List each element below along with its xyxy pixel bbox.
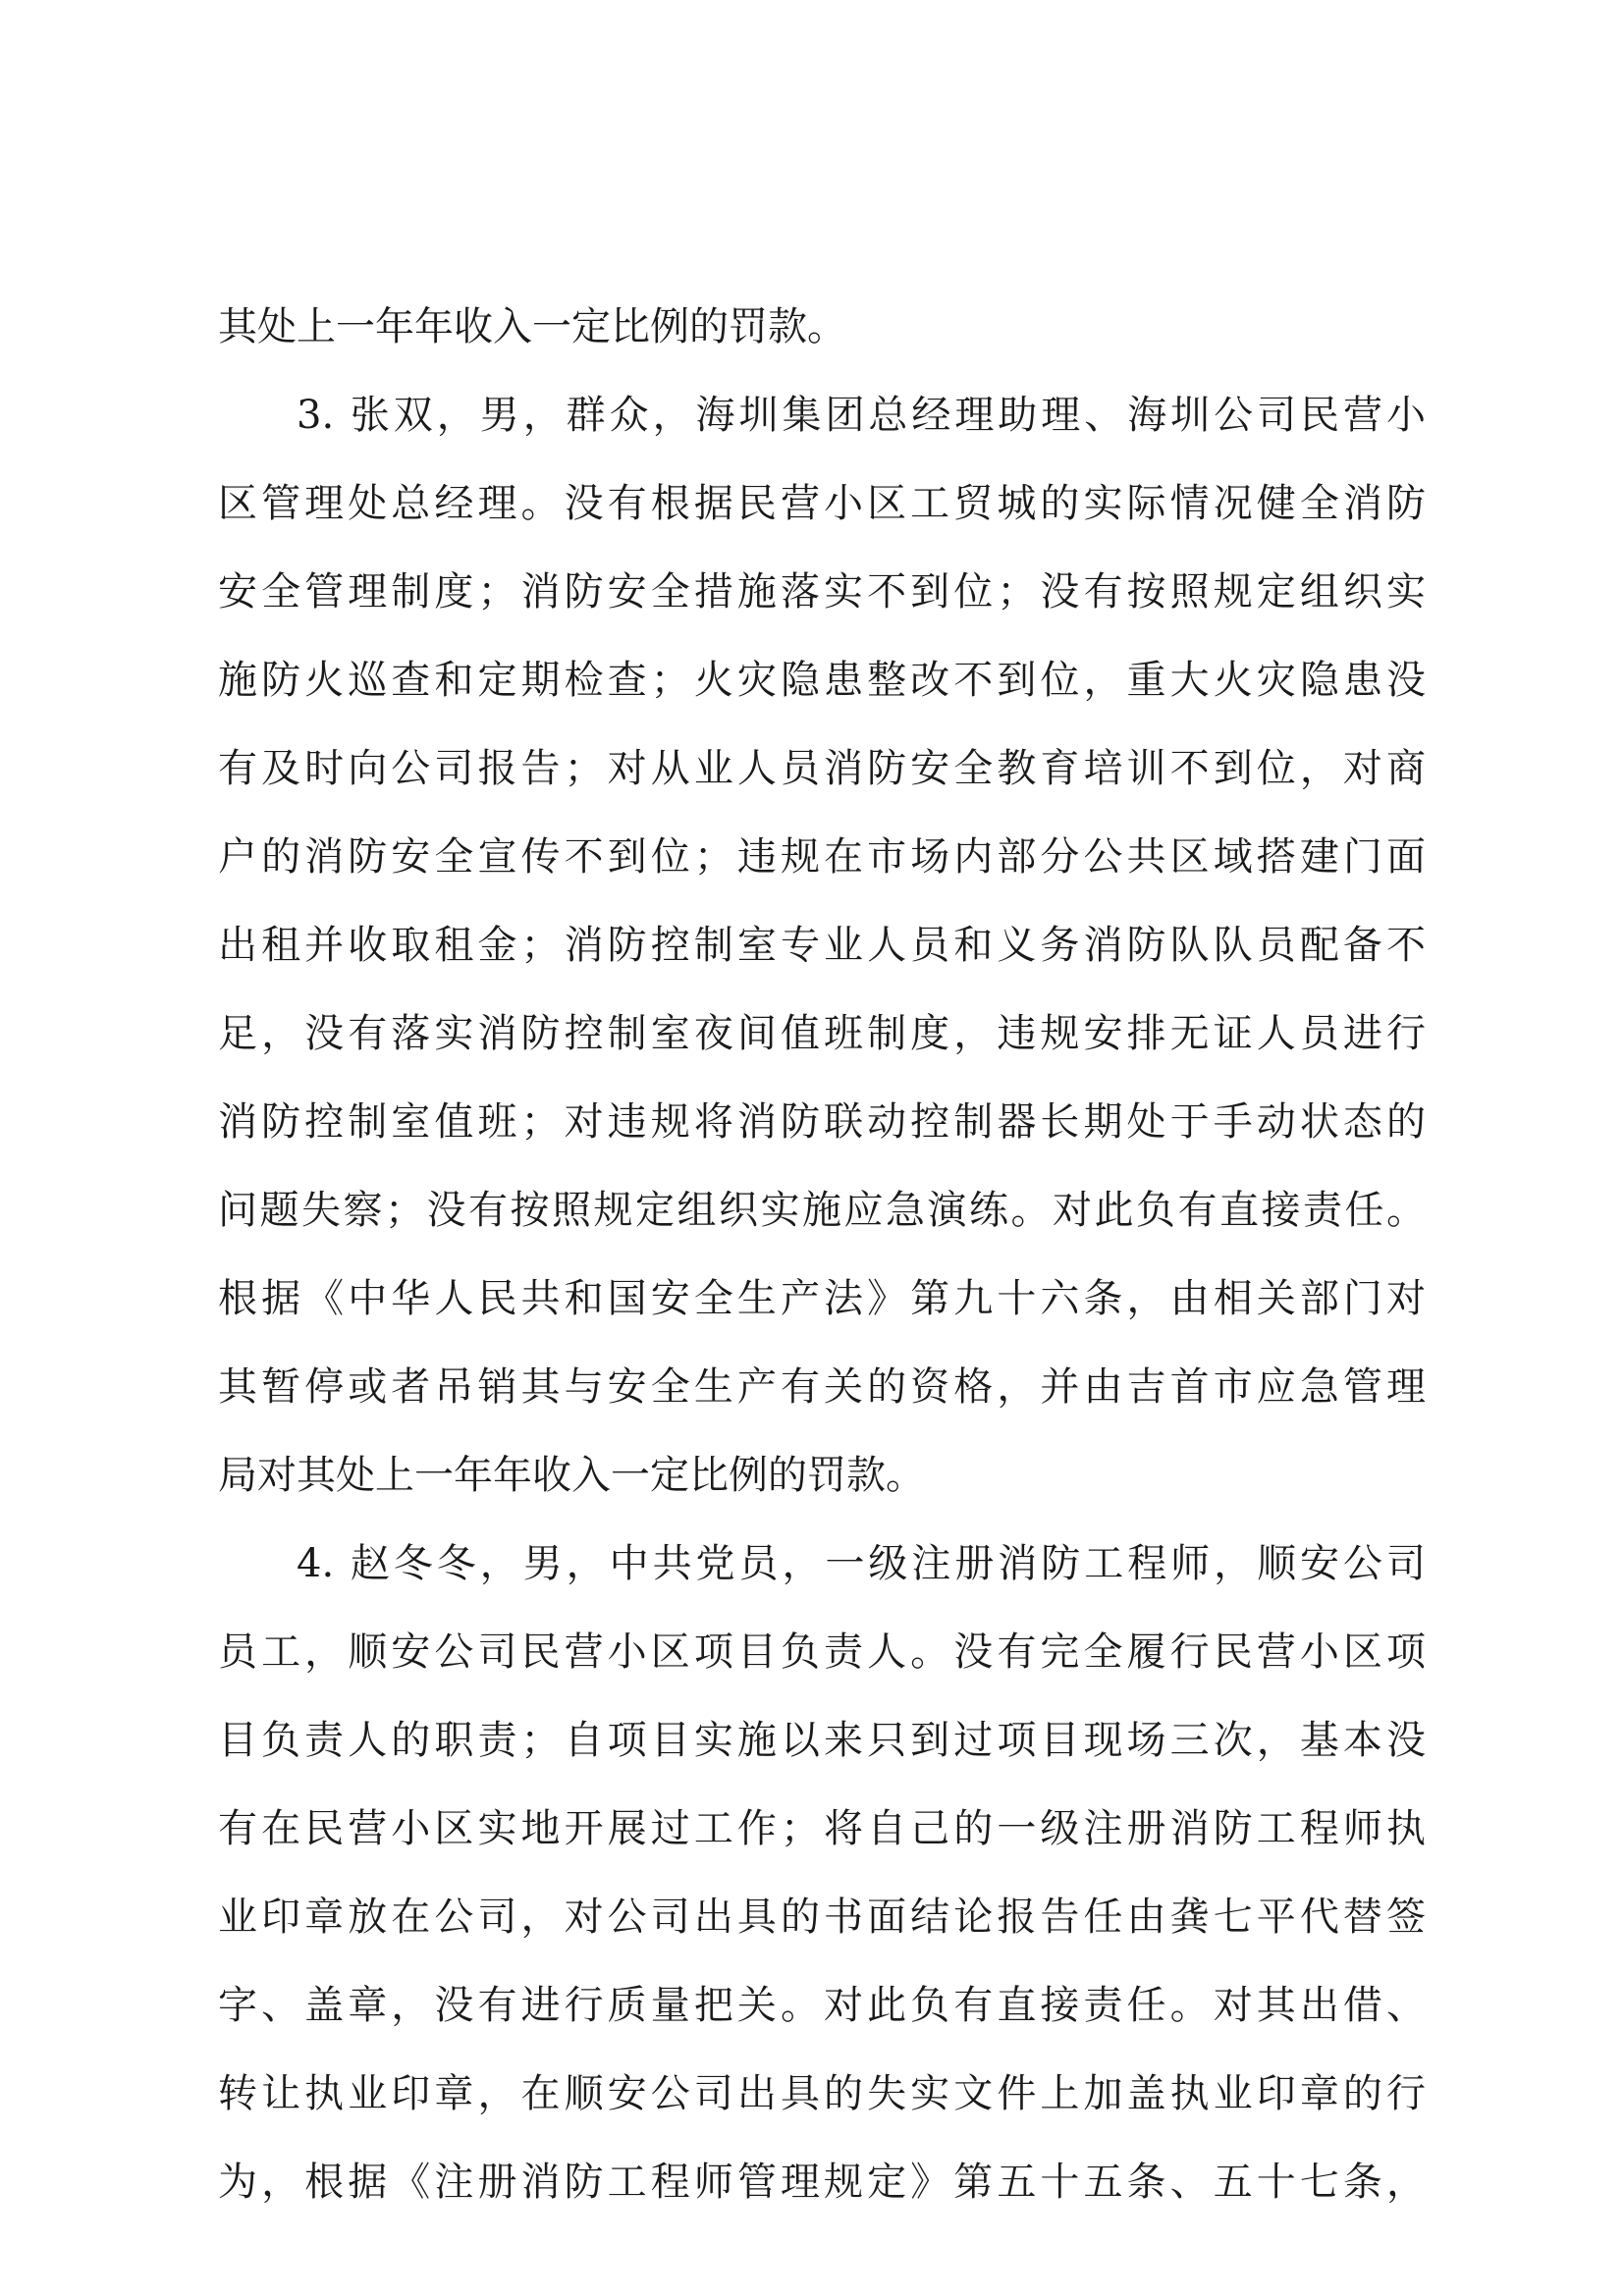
text-line: 员工，顺安公司民营小区项目负责人。没有完全履行民营小区项 <box>218 1629 1426 1675</box>
text-line: 转让执业印章，在顺安公司出具的失实文件上加盖执业印章的行 <box>218 2071 1426 2116</box>
paragraph-item-3 <box>218 371 1426 1520</box>
paragraph-item-4 <box>218 1520 1426 2226</box>
text-line: 有在民营小区实地开展过工作；将自己的一级注册消防工程师执 <box>218 1806 1426 1851</box>
text-line: 目负责人的职责；自项目实施以来只到过项目现场三次，基本没 <box>218 1718 1426 1763</box>
text-line: 根据《中华人民共和国安全生产法》第九十六条，由相关部门对 <box>218 1276 1426 1321</box>
text-line: 其处上一年年收入一定比例的罚款。 <box>218 304 846 349</box>
text-line: 其暂停或者吊销其与安全生产有关的资格，并由吉首市应急管理 <box>218 1364 1426 1410</box>
text-line: 4. 赵冬冬，男，中共党员，一级注册消防工程师，顺安公司 <box>297 1541 1426 1586</box>
document-body <box>218 283 1426 2226</box>
text-line: 业印章放在公司，对公司出具的书面结论报告任由龚七平代替签 <box>218 1895 1426 1940</box>
text-line: 问题失察；没有按照规定组织实施应急演练。对此负有直接责任。 <box>218 1188 1426 1233</box>
text-line: 户的消防安全宣传不到位；违规在市场内部分公共区域搭建门面 <box>218 834 1426 880</box>
text-line: 足，没有落实消防控制室夜间值班制度，违规安排无证人员进行 <box>218 1011 1426 1056</box>
text-line: 出租并收取租金；消防控制室专业人员和义务消防队队员配备不 <box>218 923 1426 968</box>
text-line: 安全管理制度；消防安全措施落实不到位；没有按照规定组织实 <box>218 569 1426 614</box>
paragraph-continuation <box>218 283 1426 371</box>
text-line: 3. 张双，男，群众，海圳集团总经理助理、海圳公司民营小 <box>297 393 1426 438</box>
text-line: 有及时向公司报告；对从业人员消防安全教育培训不到位，对商 <box>218 746 1426 791</box>
text-line: 为，根据《注册消防工程师管理规定》第五十五条、五十七条， <box>218 2160 1426 2205</box>
text-line: 施防火巡查和定期检查；火灾隐患整改不到位，重大火灾隐患没 <box>218 658 1426 703</box>
text-line: 局对其处上一年年收入一定比例的罚款。 <box>218 1453 925 1498</box>
text-line: 区管理处总经理。没有根据民营小区工贸城的实际情况健全消防 <box>218 481 1426 526</box>
text-line: 消防控制室值班；对违规将消防联动控制器长期处于手动状态的 <box>218 1099 1426 1145</box>
text-line: 字、盖章，没有进行质量把关。对此负有直接责任。对其出借、 <box>218 1983 1426 2028</box>
